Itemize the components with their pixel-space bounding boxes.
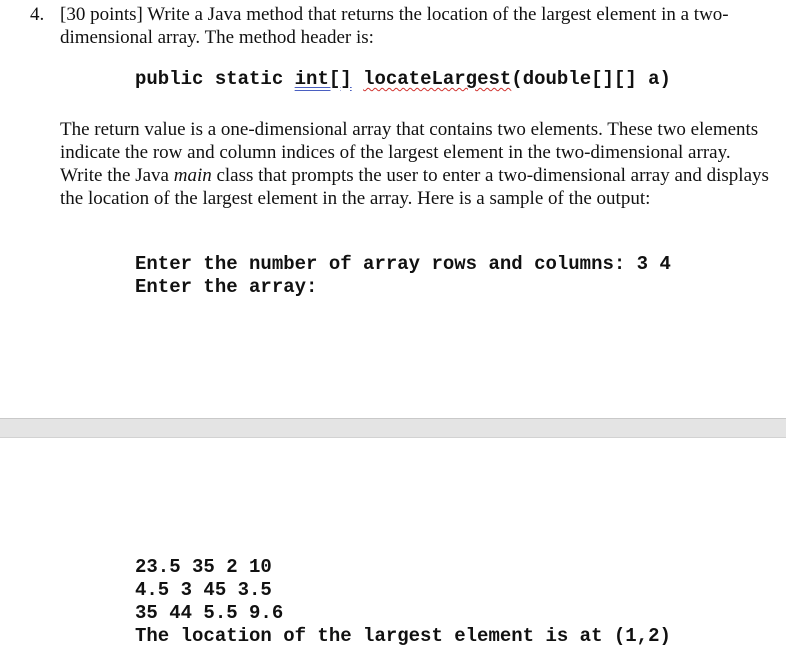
sample-output-result: The location of the largest element is at (1,2) — [135, 625, 671, 647]
page-break-gap — [0, 418, 786, 438]
description-paragraph — [60, 118, 772, 210]
sample-output-row3: 35 44 5.5 9.6 — [135, 602, 284, 624]
signature-space — [352, 68, 363, 90]
method-name: locateLargest — [363, 68, 512, 90]
question-number: 4. — [30, 4, 45, 25]
method-header — [135, 68, 671, 91]
description-part1: The return value is a one-dimensional array that contains two elements. These two elements indicate the row and column indices of the largest element in the two-dimensional array. Write the Java — [60, 119, 759, 186]
sample-prompt-line1: Enter the number of array rows and columns: 3 4 — [135, 253, 671, 275]
sample-output-row2: 4.5 3 45 3.5 — [135, 579, 272, 601]
sample-prompt-line2: Enter the array: — [135, 276, 318, 298]
description-part2: class that prompts the user to enter a two-dimensional array and displays the location of the largest element in the array. Here is a sample of the output: — [60, 165, 769, 209]
signature-prefix: public static — [135, 68, 295, 90]
method-params: (double[][] a) — [511, 68, 671, 90]
sample-output-row1: 23.5 35 2 10 — [135, 556, 272, 578]
question-prompt: [30 points] Write a Java method that returns the location of the largest element in a two-dimensional array. The method header is: — [60, 4, 729, 48]
description-emphasis: main — [173, 165, 212, 186]
return-type: int[] — [294, 68, 352, 90]
